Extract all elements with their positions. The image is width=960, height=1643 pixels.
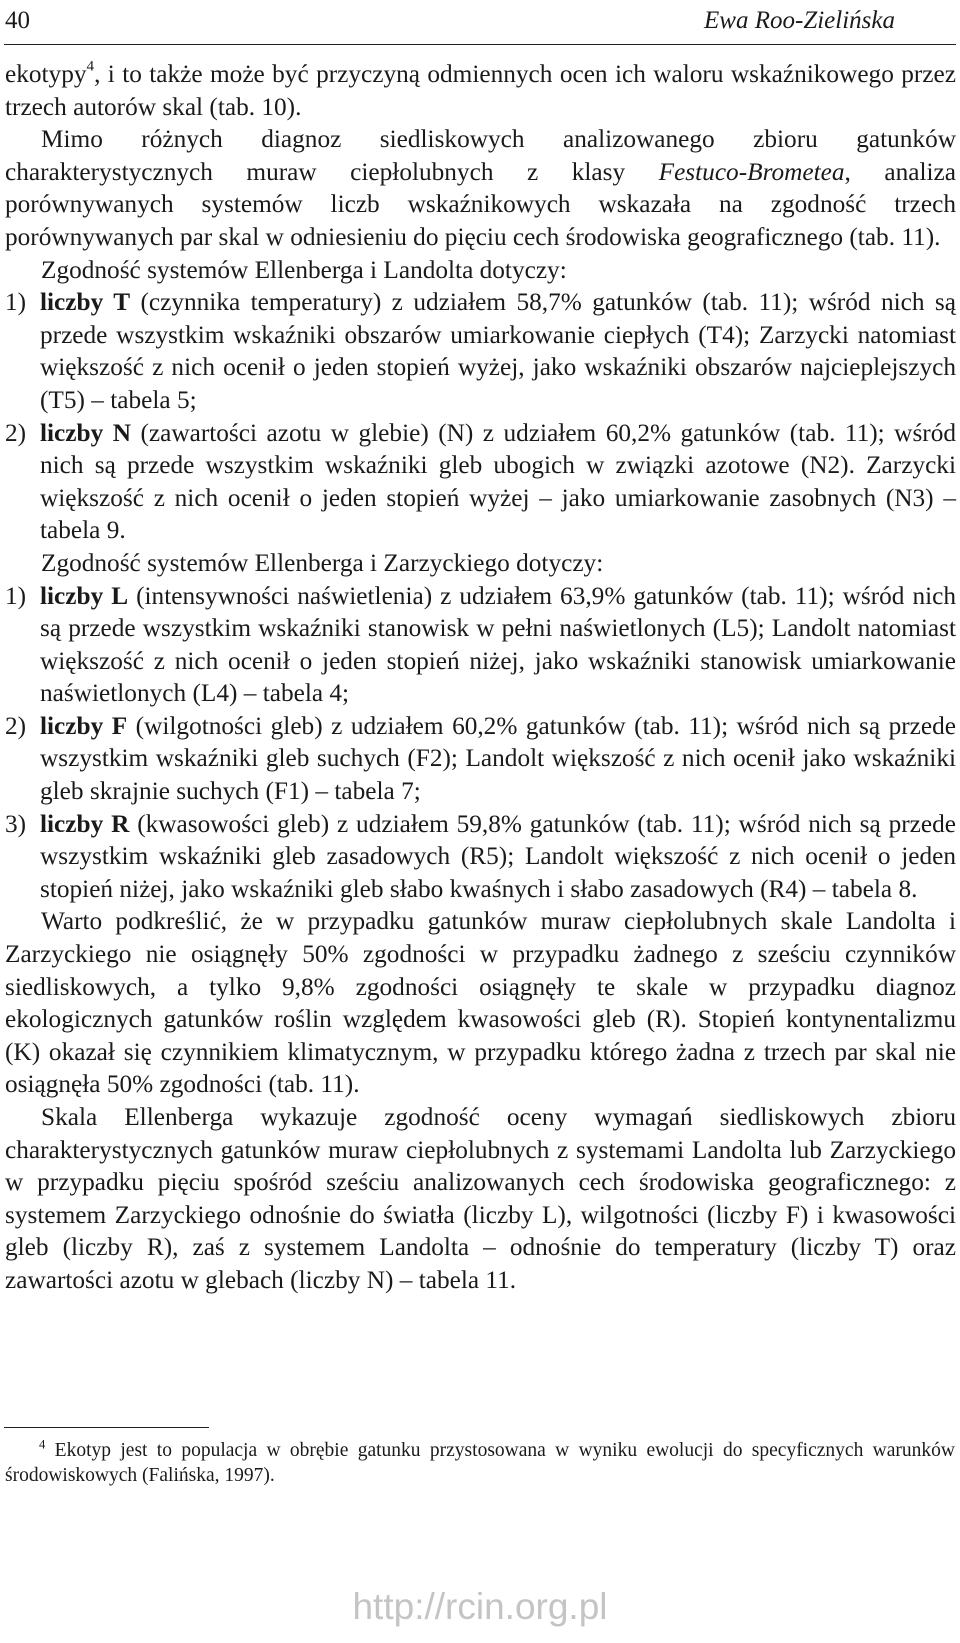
- item-text: (intensywności naświetlenia) z udziałem 63,9% gatunków (tab. 11); wśród nich są przede wszystkim wskaźniki stanowisk w pełni naświetlonych (L5); Landolt natomiast większość z nich ocenił o jeden stopień niżej, jako wskaźniki stanowisk umiarkowanie naświetlonych (L4) – tabela 4;: [40, 581, 956, 708]
- header-rule: [4, 44, 956, 45]
- text-span: ekotypy: [5, 60, 87, 88]
- list-number: 1): [5, 288, 27, 317]
- paragraph: Warto podkreślić, że w przypadku gatunków muraw ciepłolubnych skale Landolta i Zarzyckiego nie osiągnęły 50% zgodności w przypadku żadnego z sześciu czynników siedliskowych, a tylko 9,8% zgodności osiągnęły te skale w przypadku diagnoz ekologicznych gatunków roślin względem kwasowości gleb (R). Stopień kontynentalizmu (K) okazał się czynnikiem klimatycznym, w przypadku którego żadna z trzech par skal nie osiągnęła 50% zgodności (tab. 11).: [5, 907, 956, 1099]
- list-intro: Zgodność systemów Ellenberga i Zarzyckiego dotyczy:: [41, 548, 604, 577]
- paragraph: [5, 123, 956, 253]
- text-span: , analiza porównywanych systemów liczb wskaźnikowych wskazała na zgodność trzech porównywanych par skal w odniesieniu do pięciu cech środowiska geograficznego (tab. 11).: [5, 157, 956, 251]
- item-text: (czynnika temperatury) z udziałem 58,7% gatunków (tab. 11); wśród nich są przede wszystkim wskaźniki obszarów umiarkowanie ciepłych (T4); Zarzycki natomiast większość z nich ocenił o jeden stopień wyżej, jako wskaźniki obszarów najcieplejszych (T5) – tabela 5;: [40, 288, 956, 414]
- list-number: 2): [5, 711, 27, 740]
- list-item: [5, 580, 956, 710]
- item-term: liczby L: [40, 581, 129, 610]
- list-number: 1): [5, 581, 27, 610]
- paragraph: Skala Ellenberga wykazuje zgodność oceny wymagań siedliskowych zbioru charakterystycznych gatunków muraw ciepłolubnych z systemami Landolta lub Zarzyckiego w przypadku pięciu spośród sześciu analizowanych cech środowiska geograficznego: z systemem Zarzyckiego odnośnie do światła (liczby L), wilgotności (liczby F) i kwasowości gleb (liczby R), zaś z systemem Landolta – odnośnie do temperatury (liczby T) oraz zawartości azotu w glebach (liczby N) – tabela 11.: [5, 1103, 956, 1294]
- list-intro: Zgodność systemów Ellenberga i Landolta dotyczy:: [41, 255, 567, 284]
- main-text: [5, 58, 956, 1297]
- list-item: [5, 286, 956, 416]
- watermark-url: http://rcin.org.pl: [352, 1586, 608, 1627]
- footnote-marker: 4: [39, 1437, 46, 1452]
- paragraph-continuation: [5, 58, 956, 123]
- item-term: liczby T: [40, 288, 131, 317]
- footnote-ref: 4: [86, 57, 95, 75]
- item-text: (wilgotności gleb) z udziałem 60,2% gatunków (tab. 11); wśród nich są przede wszystkim wskaźniki gleb suchych (F2); Landolt większość z nich ocenił jako wskaźniki gleb skrajnie suchych (F1) – tabela 7;: [40, 711, 956, 806]
- footnote-rule: [4, 1427, 209, 1428]
- running-title: Ewa Roo-Zielińska: [704, 7, 895, 34]
- list-number: 2): [5, 418, 27, 447]
- item-term: liczby F: [40, 711, 128, 740]
- item-term: liczby R: [40, 809, 130, 838]
- item-term: liczby N: [40, 418, 131, 447]
- text-span: Mimo różnych diagnoz siedliskowych analizowanego zbioru gatunków charakterystycznych muraw ciepłolubnych z klasy: [5, 125, 956, 186]
- list-item: [5, 808, 956, 906]
- item-text: (kwasowości gleb) z udziałem 59,8% gatunków (tab. 11); wśród nich są przede wszystkim wskaźniki gleb zasadowych (R5); Landolt większość z nich ocenił o jeden stopień niżej, jako wskaźniki gleb słabo kwaśnych i słabo zasadowych (R4) – tabela 8.: [40, 809, 957, 903]
- taxon-name: Festuco-Brometea: [658, 157, 845, 186]
- footnote-text: Ekotyp jest to populacja w obrębie gatunku przystosowana w wyniku ewolucji do specyficznych warunków środowiskowych (Falińska, 1997).: [5, 1440, 955, 1486]
- list-item: [5, 710, 956, 808]
- page-number: 40: [5, 7, 30, 34]
- list-number: 3): [5, 809, 27, 838]
- footnote: [5, 1438, 955, 1488]
- list-item: [5, 417, 956, 547]
- text-span: , i to także może być przyczyną odmiennych ocen ich waloru wskaźnikowego przez trzech autorów skal (tab. 10).: [5, 60, 956, 121]
- item-text: (zawartości azotu w glebie) (N) z udziałem 60,2% gatunków (tab. 11); wśród nich są przede wszystkim wskaźniki gleb ubogich w związki azotowe (N2). Zarzycki większość z nich ocenił o jeden stopień wyżej – jako umiarkowanie zasobnych (N3) – tabela 9.: [40, 418, 957, 545]
